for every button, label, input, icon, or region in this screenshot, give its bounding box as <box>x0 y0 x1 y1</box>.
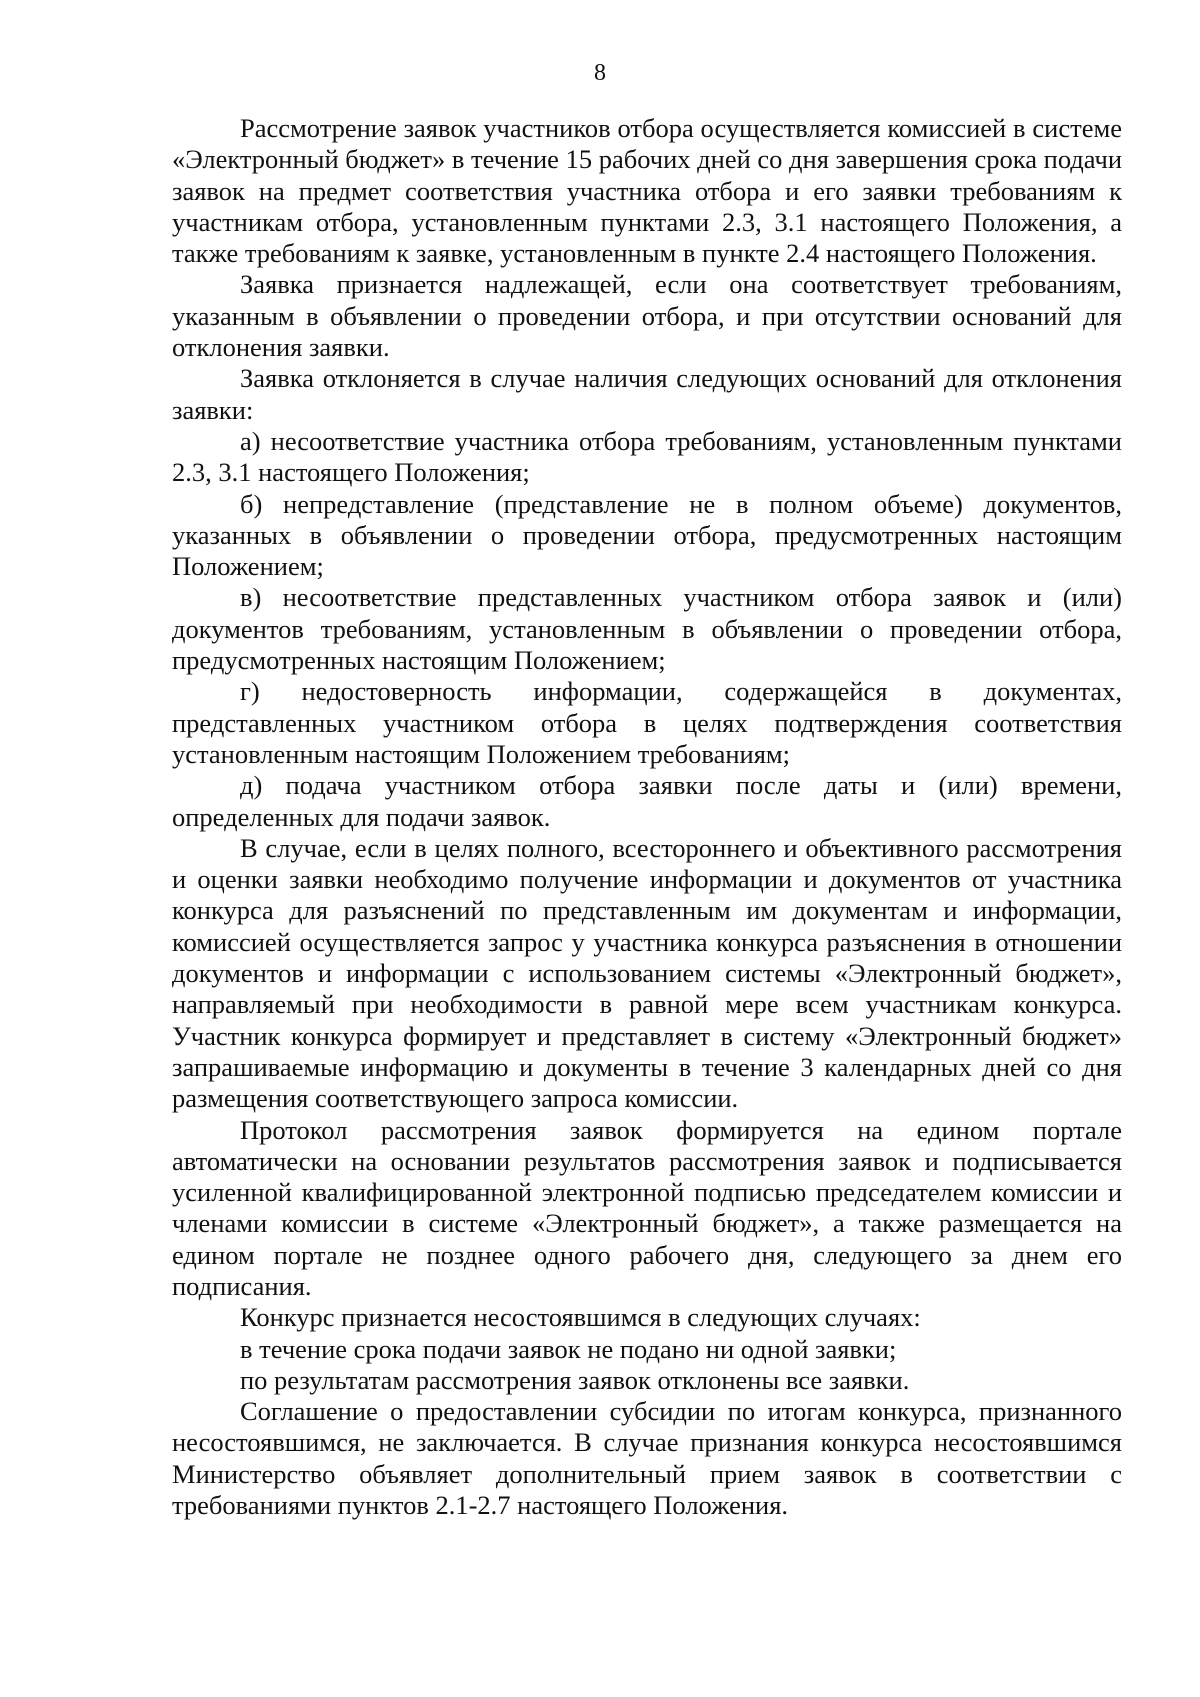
paragraph-all-rejected: по результатам рассмотрения заявок отклонены все заявки. <box>240 1364 910 1395</box>
paragraph-clarification-request: В случае, если в целях полного, всестороннего и объективного рассмотрения и оценки заявки необходимо получение информации и документов от участника конкурса для разъяснений по представленным им документам и информации, комиссией осуществляется запрос у участника конкурса разъяснения в отношении документов и информации с использованием системы «Электронный бюджет», направляемый при необходимости в равной мере всем участникам конкурса. Участник конкурса формирует и представляет в систему «Электронный бюджет» запрашиваемые информацию и документы в течение 3 календарных дней со дня размещения соответствующего запроса комиссии. <box>172 832 1122 1114</box>
paragraph-rejection-grounds-intro: Заявка отклоняется в случае наличия следующих оснований для отклонения заявки: <box>172 363 1122 425</box>
paragraph-application-proper: Заявка признается надлежащей, если она соответствует требованиям, указанным в объявлении о проведении отбора, и при отсутствии оснований для отклонения заявки. <box>172 269 1122 363</box>
paragraph-contest-failed: Конкурс признается несостоявшимся в следующих случаях: <box>240 1302 921 1333</box>
paragraph-no-applications: в течение срока подачи заявок не подано ни одной заявки; <box>240 1333 897 1364</box>
list-item-a: а) несоответствие участника отбора требованиям, установленным пунктами 2.3, 3.1 настоящего Положения; <box>172 425 1122 488</box>
list-item-d: д) подача участником отбора заявки после даты и (или) времени, определенных для подачи заявок. <box>172 770 1122 832</box>
paragraph-agreement-not-concluded: Соглашение о предоставлении субсидии по итогам конкурса, признанного несостоявшимся, не заключается. В случае признания конкурса несостоявшимся Министерство объявляет дополнительный прием заявок в соответствии с требованиями пунктов 2.1-2.7 настоящего Положения. <box>172 1396 1122 1521</box>
list-item-v: в) несоответствие представленных участником отбора заявок и (или) документов требованиям, установленным в объявлении о проведении отбора, предусмотренных настоящим Положением; <box>172 582 1122 676</box>
paragraph-review-of-applications: Рассмотрение заявок участников отбора осуществляется комиссией в системе «Электронный бюджет» в течение 15 рабочих дней со дня завершения срока подачи заявок на предмет соответствия участника отбора и его заявки требованиям к участникам отбора, установленным пунктами 2.3, 3.1 настоящего Положения, а также требованиям к заявке, установленным в пункте 2.4 настоящего Положения. <box>172 113 1122 269</box>
paragraph-protocol: Протокол рассмотрения заявок формируется на едином портале автоматически на основании результатов рассмотрения заявок и подписывается усиленной квалифицированной электронной подписью председателем комиссии и членами комиссии в системе «Электронный бюджет», а также размещается на едином портале не позднее одного рабочего дня, следующего за днем его подписания. <box>172 1114 1122 1301</box>
list-item-g: г) недостоверность информации, содержащейся в документах, представленных участником отбора в целях подтверждения соответствия установленным настоящим Положением требованиям; <box>172 676 1122 769</box>
page-number: 8 <box>594 60 606 86</box>
list-item-b: б) непредставление (представление не в полном объеме) документов, указанных в объявлении о проведении отбора, предусмотренных настоящим Положением; <box>172 488 1122 582</box>
document-body <box>172 113 1122 1521</box>
